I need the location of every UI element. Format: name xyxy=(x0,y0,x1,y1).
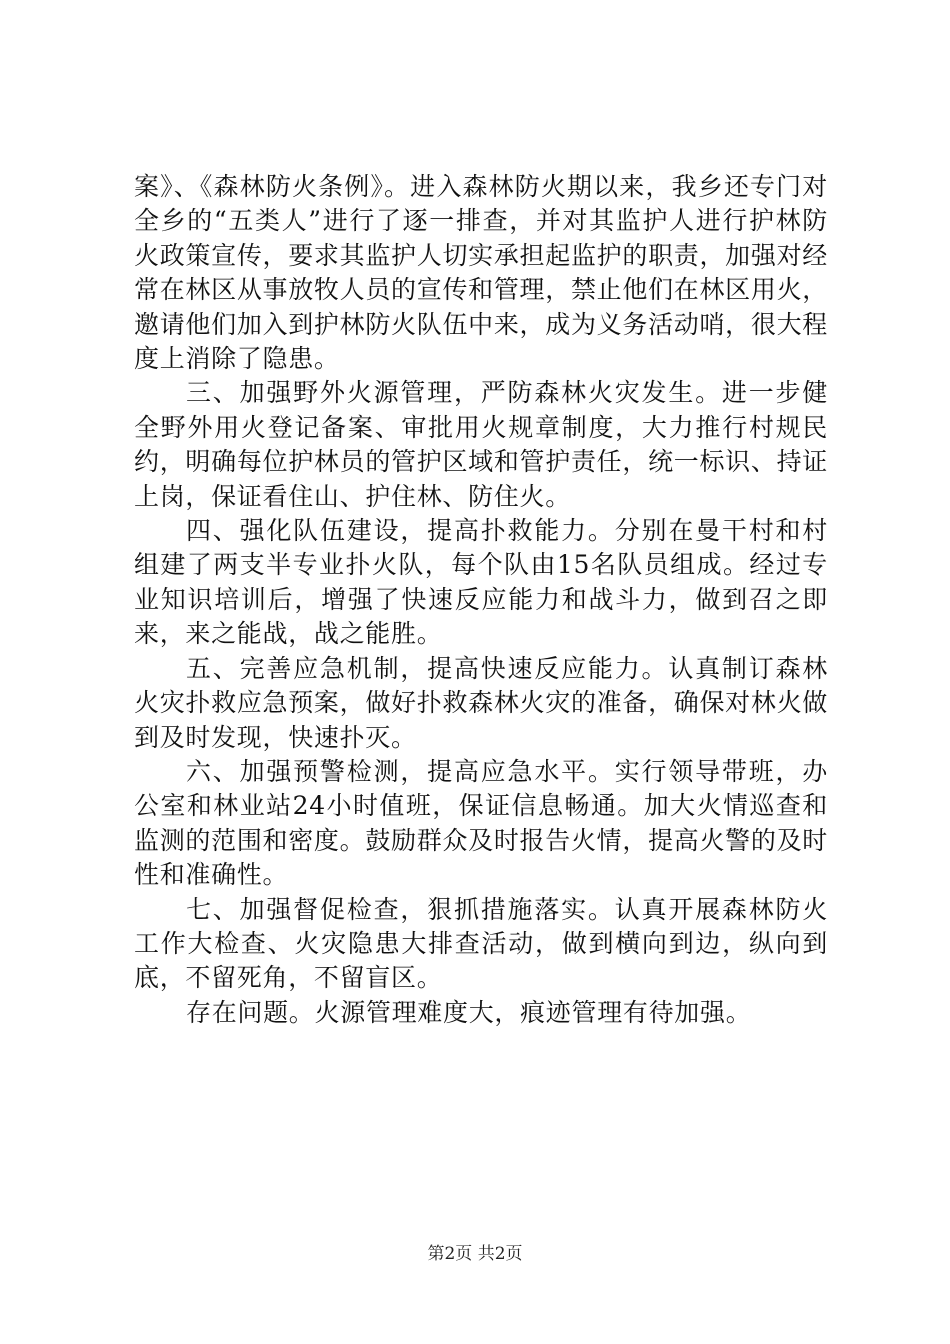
paragraph-4: 五、完善应急机制，提高快速反应能力。认真制订森林火灾扑救应急预案，做好扑救森林火灾的准备，确保对林火做到及时发现，快速扑灭。 xyxy=(134,653,828,752)
paragraph-6: 七、加强督促检查，狠抓措施落实。认真开展森林防火工作大检查、火灾隐患大排查活动，做到横向到边，纵向到底，不留死角，不留盲区。 xyxy=(134,894,828,993)
paragraph-5: 六、加强预警检测，提高应急水平。实行领导带班，办公室和林业站24小时值班，保证信息畅通。加大火情巡查和监测的范围和密度。鼓励群众及时报告火情，提高火警的及时性和准确性。 xyxy=(134,756,828,890)
paragraph-3: 四、强化队伍建设，提高扑救能力。分别在曼干村和村组建了两支半专业扑火队，每个队由15名队员组成。经过专业知识培训后，增强了快速反应能力和战斗力，做到召之即来，来之能战，战之能胜。 xyxy=(134,516,828,649)
paragraph-7: 存在问题。火源管理难度大，痕迹管理有待加强。 xyxy=(186,997,752,1027)
paragraph-1: 案》、《森林防火条例》。进入森林防火期以来，我乡还专门对全乡的“五类人”进行了逐一排查，并对其监护人进行护林防火政策宣传，要求其监护人切实承担起监护的职责，加强对经常在林区从事放牧人员的宣传和管理，禁止他们在林区用火，邀请他们加入到护林防火队伍中来，成为义务活动哨，很大程度上消除了隐患。 xyxy=(134,172,828,374)
paragraph-2: 三、加强野外火源管理，严防森林火灾发生。进一步健全野外用火登记备案、审批用火规章制度，大力推行村规民约，明确每位护林员的管护区域和管护责任，统一标识、持证上岗，保证看住山、护住林、防住火。 xyxy=(134,378,828,511)
page-footer: 第2页 共2页 xyxy=(427,1244,523,1264)
document-body xyxy=(134,170,828,1030)
